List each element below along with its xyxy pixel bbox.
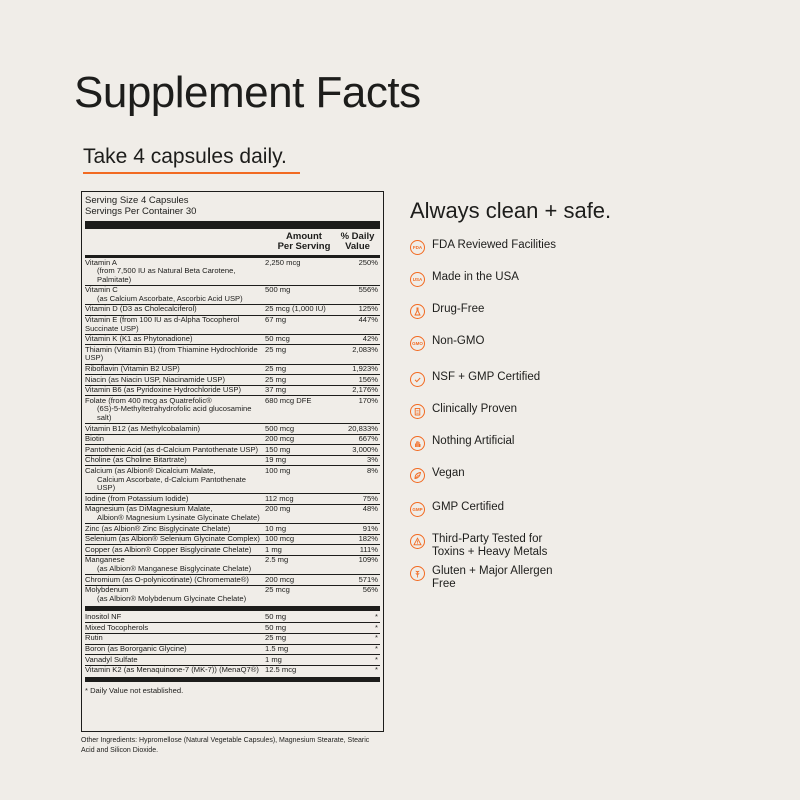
benefit-label: Clinically Proven — [432, 403, 518, 415]
nutrient-name — [85, 259, 265, 285]
nutrient-name — [85, 435, 265, 444]
nutrient-source: (as Albion® Manganese Bisglycinate Chelate) — [97, 563, 252, 573]
nutrient-dv: 182% — [358, 534, 378, 544]
nutrient-name — [85, 376, 265, 385]
check-icon — [410, 372, 425, 387]
nutrient-name — [85, 425, 265, 434]
facts-column-header — [85, 232, 380, 255]
nutrient-amount: 10 mg — [265, 523, 287, 533]
nutrient-amount: 150 mg — [265, 444, 291, 454]
nutrient-amount: 500 mcg — [265, 423, 295, 433]
nutrient-label: Copper (as Albion® Copper Bisglycinate Chelate) — [85, 544, 252, 554]
leaf-icon — [410, 468, 425, 483]
nutrient-amount: 200 mcg — [265, 434, 295, 444]
nutrient-amount: 1.5 mg — [265, 644, 289, 654]
nutrient-name — [85, 505, 265, 522]
benefit-label: Non-GMO — [432, 335, 485, 347]
nutrient-dv: 1,923% — [352, 364, 378, 374]
footnote: * Daily Value not established. — [85, 686, 184, 696]
nutrient-amount: 25 mcg — [265, 585, 290, 595]
nutrient-dv: * — [375, 622, 378, 632]
nutrient-label: Riboflavin (Vitamin B2 USP) — [85, 364, 180, 374]
nutrient-name — [85, 346, 265, 363]
nutrient-dv: 2,176% — [352, 385, 378, 395]
nutrient-amount: 25 mg — [265, 364, 287, 374]
nutrient-amount: 112 mcg — [265, 493, 294, 503]
nutrient-name — [85, 546, 265, 555]
nutrient-label: Thiamin (Vitamin B1) (from Thiamine Hydrochloride USP) — [85, 344, 258, 363]
nutrient-label: Manganese — [85, 555, 125, 565]
nutrient-label: Vitamin B12 (as Methylcobalamin) — [85, 423, 201, 433]
nutrient-label: Vitamin E (from 100 IU as d-Alpha Tocopherol Succinate USP) — [85, 315, 240, 333]
nutrient-label: Chromium (as O-polynicotinate) (Chromemate®) — [85, 574, 249, 584]
page-subtitle: Take 4 capsules daily. — [83, 145, 287, 168]
benefit-label: Vegan — [432, 467, 465, 479]
nutrient-dv: 250% — [358, 257, 378, 267]
table-row — [85, 505, 380, 524]
table-row — [85, 535, 380, 546]
nutrient-amount: 50 mcg — [265, 334, 290, 344]
table-row — [85, 424, 380, 435]
nutrient-amount: 19 mg — [265, 455, 287, 465]
nutrient-amount: 25 mg — [265, 344, 287, 354]
warning-icon — [410, 534, 425, 549]
nutrient-dv: 170% — [358, 395, 378, 405]
nutrient-label: Vitamin K (K1 as Phytonadione) — [85, 334, 193, 344]
nutrient-dv: 156% — [358, 374, 378, 384]
nutrient-label: Molybdenum — [85, 585, 129, 595]
table-row — [85, 623, 380, 634]
nutrient-amount: 25 mg — [265, 374, 287, 384]
nutrient-source: (6S)-5-Methyltetrahydrofolic acid glucosamine salt) — [97, 404, 252, 422]
nutrient-label: Niacin (as Niacin USP, Niacinamide USP) — [85, 374, 225, 384]
nutrient-name — [85, 576, 265, 585]
nutrient-source: Calcium Ascorbate, d-Calcium Pantothenate USP) — [97, 474, 246, 493]
nutrient-amount: 2.5 mg — [265, 555, 289, 565]
supplement-facts-panel — [81, 191, 384, 732]
nutrient-name: Vanadyl Sulfate — [85, 654, 138, 664]
nutrient-amount: 1 mg — [265, 544, 282, 554]
nutrient-source: (as Albion® Molybdenum Glycinate Chelate) — [97, 593, 247, 603]
table-row — [85, 466, 380, 494]
benefit-label: Nothing Artificial — [432, 435, 515, 447]
table-row — [85, 456, 380, 467]
nutrient-dv: 667% — [358, 434, 378, 444]
nutrient-label: Vitamin A — [85, 257, 117, 267]
table-row — [85, 258, 380, 286]
benefit-item — [410, 467, 465, 483]
benefits-heading: Always clean + safe. — [410, 198, 612, 223]
benefit-item — [410, 239, 556, 255]
nutrient-name — [85, 556, 265, 573]
nutrient-label: Zinc (as Albion® Zinc Bisglycinate Chelate) — [85, 523, 231, 533]
nutrient-dv: * — [375, 633, 378, 643]
table-row — [85, 666, 380, 676]
nutrient-dv: 91% — [362, 523, 378, 533]
nutrient-name — [85, 365, 265, 374]
table-row — [85, 586, 380, 604]
nutrient-dv: 109% — [358, 555, 378, 565]
table-row — [85, 386, 380, 397]
table-row — [85, 545, 380, 556]
page-title: Supplement Facts — [74, 68, 421, 117]
nutrient-name — [85, 286, 265, 303]
nutrient-name — [85, 316, 265, 333]
nutrient-dv: 8% — [367, 465, 378, 475]
benefit-item — [410, 271, 519, 287]
dv-header: % Daily Value — [340, 231, 375, 252]
benefit-label: FDA Reviewed Facilities — [432, 239, 556, 251]
nutrient-name: Boron (as Bororganic Glycine) — [85, 644, 187, 654]
benefit-item — [410, 501, 504, 517]
nutrient-amount: 25 mcg (1,000 IU) — [265, 304, 326, 314]
clipboard-icon — [410, 404, 425, 419]
nutrient-name: Rutin — [85, 633, 103, 643]
benefit-item — [410, 403, 517, 419]
other-ingredients: Other Ingredients: Hypromellose (Natural Vegetable Capsules), Magnesium Stearate, Stearic Acid and Silicon Dioxide. — [81, 737, 370, 754]
nutrient-name — [85, 446, 265, 455]
table-row — [85, 316, 380, 335]
nutrient-dv: * — [375, 665, 378, 675]
nutrient-dv: 3,000% — [352, 444, 378, 454]
table-row — [85, 556, 380, 575]
benefit-item — [410, 533, 547, 559]
nutrient-name — [85, 456, 265, 465]
nutrient-name — [85, 335, 265, 344]
nutrient-amount: 1 mg — [265, 654, 282, 664]
nutrient-label: Iodine (from Potassium Iodide) — [85, 493, 189, 503]
nutrient-name: Mixed Tocopherols — [85, 622, 149, 632]
facts-divider-bottom — [85, 677, 380, 682]
nutrient-name — [85, 586, 265, 603]
nutrient-rows — [85, 258, 380, 604]
benefit-item — [410, 565, 553, 591]
nutrient-dv: * — [375, 654, 378, 664]
table-row — [85, 645, 380, 656]
nutrient-dv: 2,083% — [352, 344, 378, 354]
nutrient-name — [85, 467, 265, 493]
serving-size: Serving Size 4 Capsules — [85, 195, 189, 206]
nutrient-amount: 100 mcg — [265, 534, 295, 544]
nutrient-source: Albion® Magnesium Lysinate Glycinate Chelate) — [97, 512, 260, 522]
facts-divider-section — [85, 606, 380, 611]
nutrient-name — [85, 397, 265, 423]
table-row — [85, 396, 380, 424]
gmo-icon: GMO — [410, 336, 425, 351]
nutrient-dv: 125% — [358, 304, 378, 314]
nutrient-amount: 500 mg — [265, 285, 291, 295]
nutrient-dv: 3% — [367, 455, 378, 465]
nutrient-amount: 680 mcg DFE — [265, 395, 312, 405]
benefit-label: Drug-Free — [432, 303, 485, 315]
nutrient-name: Inositol NF — [85, 612, 122, 622]
servings-per-container: Servings Per Container 30 — [85, 206, 197, 217]
table-row — [85, 524, 380, 535]
nutrient-amount: 200 mg — [265, 504, 291, 514]
nutrient-amount: 50 mg — [265, 612, 287, 622]
benefit-item — [410, 371, 540, 387]
nutrient-dv: 556% — [358, 285, 378, 295]
nutrient-amount: 25 mg — [265, 633, 287, 643]
subtitle-underline — [83, 172, 300, 174]
nutrient-name — [85, 525, 265, 534]
nutrient-amount: 2,250 mcg — [265, 257, 301, 267]
table-row — [85, 345, 380, 364]
nutrient-dv: 447% — [358, 315, 378, 325]
nutrient-label: Folate (from 400 mcg as Quatrefolic® — [85, 395, 212, 405]
nutrient-name — [85, 386, 265, 395]
table-row — [85, 655, 380, 666]
flask-icon — [410, 304, 425, 319]
table-row — [85, 494, 380, 505]
table-row — [85, 435, 380, 446]
nutrient-dv: 56% — [362, 585, 378, 595]
nutrient-label: Pantothenic Acid (as d-Calcium Pantothenate USP) — [85, 444, 259, 454]
nutrient-amount: 67 mg — [265, 315, 287, 325]
benefit-item — [410, 435, 514, 451]
nutrient-label: Vitamin C — [85, 285, 118, 295]
nutrient-source: (as Calcium Ascorbate, Ascorbic Acid USP) — [97, 293, 243, 303]
table-row — [85, 375, 380, 386]
benefit-label: GMP Certified — [432, 501, 505, 513]
nutrient-dv: 20,833% — [348, 423, 378, 433]
nutrient-name — [85, 535, 265, 544]
nutrient-label: Biotin — [85, 434, 104, 444]
fda-icon: FDA — [410, 240, 425, 255]
nutrient-source: (from 7,500 IU as Natural Beta Carotene, Palmitate) — [97, 266, 236, 284]
table-row — [85, 634, 380, 645]
benefit-item — [410, 335, 484, 351]
nutrient-amount: 12.5 mcg — [265, 665, 297, 675]
nutrient-dv: 48% — [362, 504, 378, 514]
nutrient-dv: 42% — [362, 334, 378, 344]
gmp-icon: GMP — [410, 502, 425, 517]
table-row — [85, 575, 380, 586]
table-row — [85, 445, 380, 456]
hand-icon — [410, 436, 425, 451]
facts-divider-top — [85, 221, 380, 229]
nutrient-label: Vitamin D (D3 as Cholecalciferol) — [85, 304, 197, 314]
nutrient-amount: 200 mcg — [265, 574, 295, 584]
table-row — [85, 613, 380, 624]
nutrient-dv: 75% — [362, 493, 378, 503]
wheat-icon — [410, 566, 425, 581]
table-row — [85, 286, 380, 305]
benefit-label: Third-Party Tested for Toxins + Heavy Metals — [432, 533, 548, 558]
nutrient-label: Vitamin B6 (as Pyridoxine Hydrochloride USP) — [85, 385, 242, 395]
other-rows — [85, 613, 380, 676]
nutrient-name — [85, 495, 265, 504]
nutrient-dv: 111% — [359, 544, 378, 554]
nutrient-name — [85, 305, 265, 314]
nutrient-name: Vitamin K2 (as Menaquinone-7 (MK-7)) (MenaQ7®) — [85, 665, 259, 675]
nutrient-amount: 100 mg — [265, 465, 291, 475]
usa-icon: USA — [410, 272, 425, 287]
nutrient-dv: * — [375, 644, 378, 654]
nutrient-label: Selenium (as Albion® Selenium Glycinate Complex) — [85, 534, 260, 544]
table-row — [85, 335, 380, 346]
nutrient-dv: 571% — [358, 574, 378, 584]
nutrient-label: Calcium (as Albion® Dicalcium Malate, — [85, 465, 216, 475]
table-row — [85, 365, 380, 376]
nutrient-dv: * — [375, 612, 378, 622]
nutrient-amount: 50 mg — [265, 622, 287, 632]
nutrient-amount: 37 mg — [265, 385, 287, 395]
nutrient-label: Choline (as Choline Bitartrate) — [85, 455, 187, 465]
table-row — [85, 305, 380, 316]
benefit-item — [410, 303, 484, 319]
benefit-label: Made in the USA — [432, 271, 519, 283]
benefit-label: Gluten + Major Allergen Free — [432, 565, 553, 590]
amount-header: Amount Per Serving — [277, 231, 331, 252]
benefit-label: NSF + GMP Certified — [432, 371, 541, 383]
nutrient-label: Magnesium (as DiMagnesium Malate, — [85, 504, 213, 514]
